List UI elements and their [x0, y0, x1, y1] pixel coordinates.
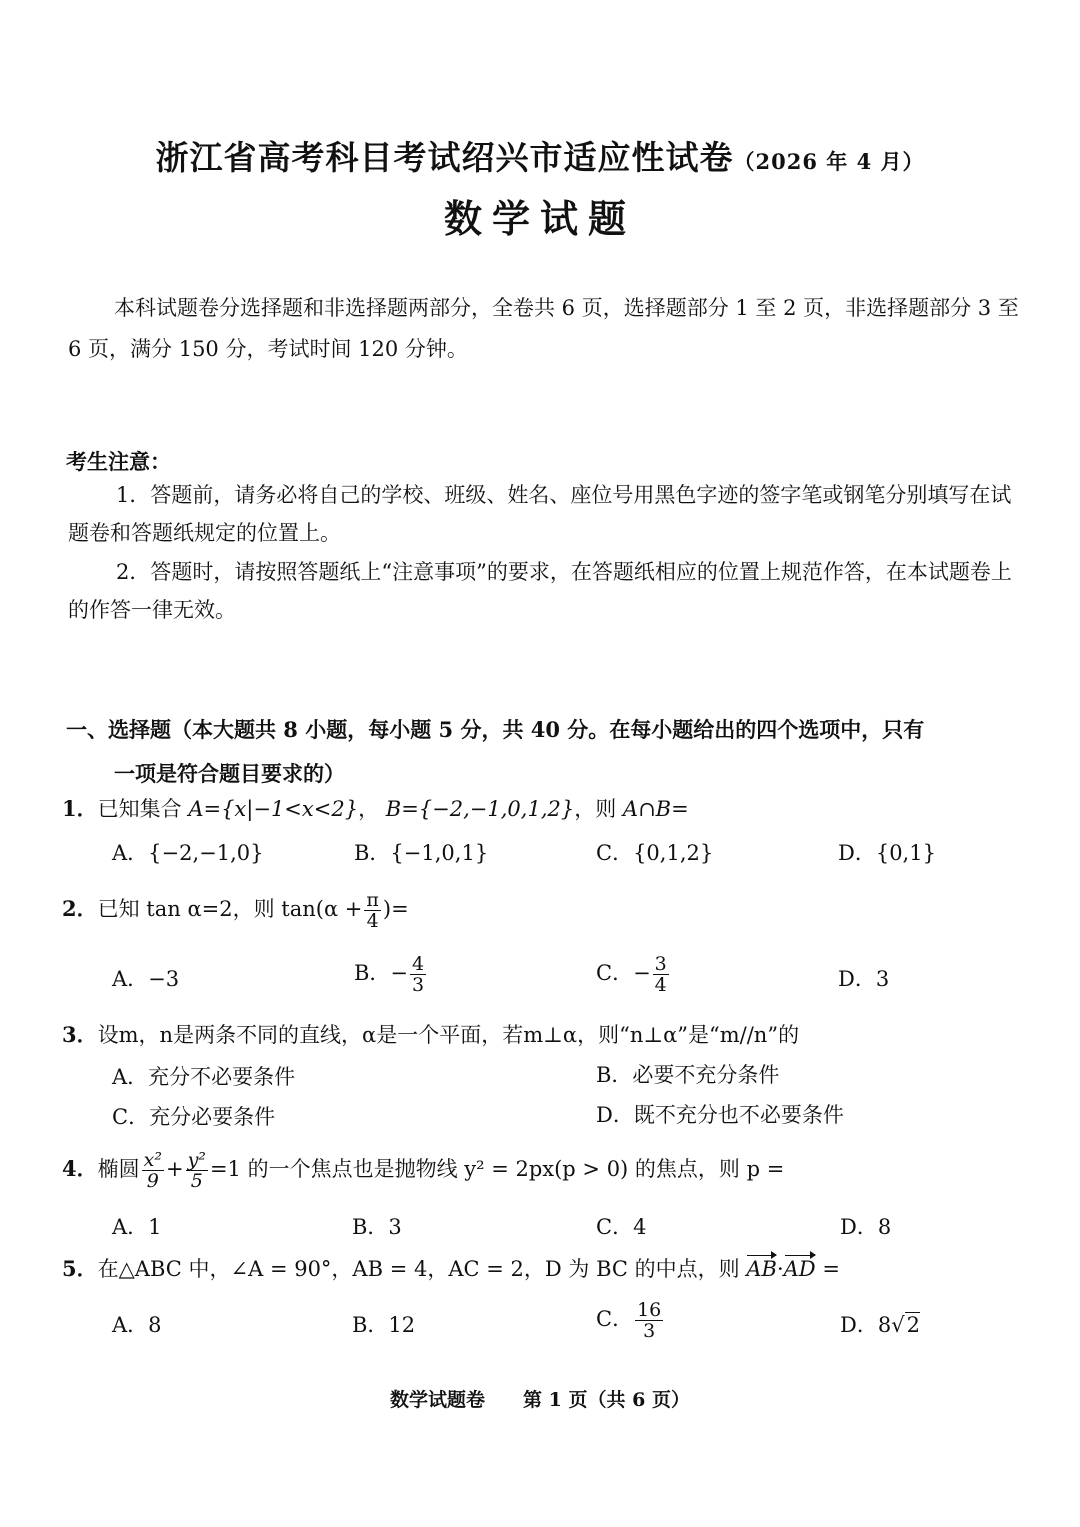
notice-heading: 考生注意： [66, 449, 171, 474]
q1-option-c: C．{0,1,2} [596, 841, 714, 865]
intro-paragraph: 本科试题卷分选择题和非选择题两部分，全卷共 6 页，选择题部分 1 至 2 页，非选择题部分 3 至 6 页，满分 150 分，考试时间 120 分钟。 [68, 296, 1019, 361]
q4-option-a: A．1 [112, 1215, 162, 1239]
question-number: 2． [62, 896, 98, 921]
question-stem: 椭圆 [97, 1157, 140, 1181]
option-fraction [635, 1300, 663, 1341]
dot-operator: · [776, 1257, 784, 1281]
q3-option-d: D．既不充分也不必要条件 [596, 1103, 844, 1127]
question-number: 3． [62, 1022, 98, 1047]
fraction-numerator: 16 [637, 1299, 662, 1321]
plus-sign: + [165, 1157, 184, 1181]
exam-subtitle: 数学试题 [443, 196, 636, 241]
question-stem: 已知集合 [97, 797, 182, 821]
q4-option-d: D．8 [840, 1215, 892, 1239]
q4-option-c: C．4 [596, 1215, 647, 1239]
question-number: 4． [62, 1156, 98, 1181]
question-3 [62, 1020, 799, 1050]
q2-option-b [354, 954, 428, 995]
question-1 [62, 794, 689, 824]
fraction-numerator: x² [143, 1149, 162, 1171]
fraction-pi-over-4 [364, 890, 381, 931]
q5-option-c [596, 1300, 665, 1341]
exam-title [0, 132, 1080, 179]
section-header-line2: 一项是符合题目要求的） [114, 761, 345, 786]
q4-option-b: B．3 [352, 1215, 402, 1239]
section-header [66, 708, 1036, 796]
fraction-denominator: 3 [412, 974, 425, 996]
notice-item-1: 1．答题前，请务必将自己的学校、班级、姓名、座位号用黑色字迹的签字笔或钢笔分别填写在试题卷和答题纸规定的位置上。 [68, 483, 1012, 545]
fraction-numerator: 3 [654, 953, 667, 975]
q3-option-c: C．充分必要条件 [112, 1105, 276, 1129]
section-header-line1: 一、选择题（本大题共 8 小题，每小题 5 分，共 40 分。在每小题给出的四个选项中，只有 [66, 717, 925, 742]
question-stem-tail: )= [382, 897, 409, 921]
q2-option-d: D．3 [838, 967, 890, 991]
option-label: B．− [354, 961, 409, 985]
q5-option-b: B．12 [352, 1313, 416, 1337]
question-stem-tail: =1 的一个焦点也是抛物线 y² = 2px(p > 0) 的焦点，则 p = [209, 1157, 785, 1181]
q2-option-c [596, 954, 671, 995]
sqrt-symbol: √ [891, 1313, 905, 1337]
fraction-numerator: 4 [412, 953, 425, 975]
fraction-numerator: y² [187, 1149, 206, 1171]
q5-option-d [840, 1310, 920, 1340]
option-fraction [410, 954, 426, 995]
question-stem: 已知 tan α=2，则 tan(α + [97, 897, 363, 921]
vector-ab: AB [746, 1254, 777, 1284]
fraction-denominator: 4 [366, 910, 379, 932]
q2-option-a: A．−3 [112, 967, 180, 991]
question-stem-tail: ，则 [574, 797, 617, 821]
q3-option-a: A．充分不必要条件 [112, 1065, 296, 1089]
q1-option-a: A．{−2,−1,0} [112, 841, 264, 865]
option-label: C．− [596, 961, 651, 985]
vector-ad: AD [784, 1254, 816, 1284]
fraction-x2-over-9 [142, 1150, 164, 1191]
question-ask: A∩B= [622, 797, 689, 821]
question-number: 1． [62, 796, 98, 821]
question-stem: 在△ABC 中，∠A = 90°，AB = 4，AC = 2，D 为 BC 的中点，则 [97, 1257, 740, 1281]
fraction-y2-over-5 [186, 1150, 208, 1191]
question-2 [62, 890, 409, 931]
notice-item-2: 2．答题时，请按照答题纸上“注意事项”的要求，在答题纸相应的位置上规范作答，在本试题卷上的作答一律无效。 [68, 560, 1012, 622]
fraction-denominator: 5 [190, 1170, 203, 1192]
q3-option-b: B．必要不充分条件 [596, 1063, 780, 1087]
question-stem: 设m，n是两条不同的直线，α是一个平面，若m⊥α，则“n⊥α”是“m//n”的 [97, 1023, 800, 1047]
set-b: B={−2,−1,0,1,2} [385, 797, 575, 821]
fraction-numerator: π [366, 889, 379, 911]
question-4 [62, 1150, 784, 1191]
question-stem-tail: = [822, 1257, 840, 1281]
exam-title-text: 浙江省高考科目考试绍兴市适应性试卷 [155, 138, 734, 177]
sqrt-radicand: 2 [906, 1313, 920, 1337]
option-fraction [653, 954, 669, 995]
page-footer: 数学试题卷 第 1 页（共 6 页） [390, 1389, 690, 1411]
option-label: D．8 [840, 1313, 892, 1337]
fraction-denominator: 4 [654, 974, 667, 996]
set-a: A={x|−1<x<2} [188, 797, 359, 821]
question-5 [62, 1254, 840, 1284]
fraction-denominator: 3 [643, 1320, 656, 1342]
fraction-denominator: 9 [146, 1170, 159, 1192]
exam-date: （2026 年 4 月） [733, 149, 925, 174]
q1-option-d: D．{0,1} [838, 841, 936, 865]
q1-option-b: B．{−1,0,1} [354, 841, 489, 865]
separator: ， [358, 797, 380, 821]
option-label: C． [596, 1307, 634, 1331]
question-number: 5． [62, 1256, 98, 1281]
q5-option-a: A．8 [112, 1313, 162, 1337]
